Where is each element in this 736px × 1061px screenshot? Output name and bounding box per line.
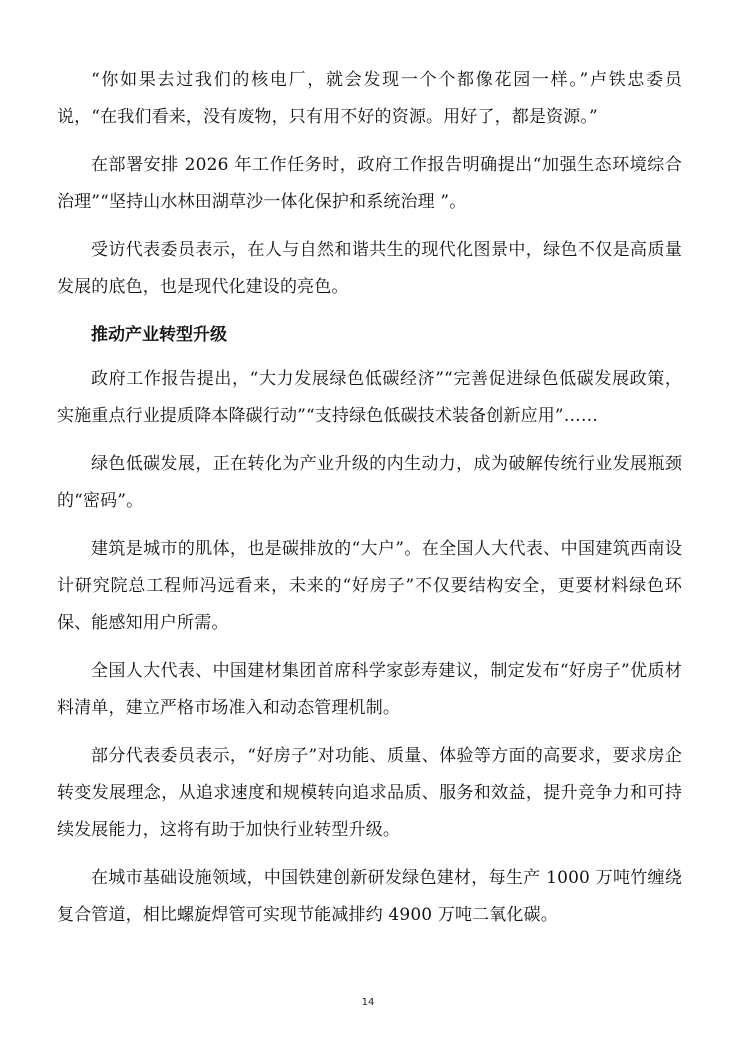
paragraph-infrastructure-materials: 在城市基础设施领域，中国铁建创新研发绿色建材，每生产 1000 万吨竹缠绕复合管道，相比螺旋焊管可实现节能减排约 4900 万吨二氧化碳。 <box>57 868 682 925</box>
paragraph-good-housing: 建筑是城市的肌体，也是碳排放的“大户”。在全国人大代表、中国建筑西南设计研究院总工程师冯远看来，未来的“好房子”不仅要结构安全，更要材料绿色环保、能感知用户所需。 <box>57 539 682 633</box>
paragraph-low-carbon-economy: 政府工作报告提出，“大力发展绿色低碳经济”“完善促进绿色低碳发展政策，实施重点行业提质降本降碳行动”“支持绿色低碳技术装备创新应用”…… <box>57 369 682 426</box>
paragraph-industrial-upgrade: 绿色低碳发展，正在转化为产业升级的内生动力，成为破解传统行业发展瓶颈的“密码”。 <box>57 454 682 511</box>
page-number: 14 <box>361 997 375 1008</box>
paragraph-materials-list: 全国人大代表、中国建材集团首席科学家彭寿建议，制定发布“好房子”优质材料清单，建立严格市场准入和动态管理机制。 <box>57 661 682 718</box>
paragraph-green-development: 受访代表委员表示，在人与自然和谐共生的现代化图景中，绿色不仅是高质量发展的底色，也是现代化建设的亮色。 <box>57 240 682 297</box>
paragraph-real-estate-transformation: 部分代表委员表示，“好房子”对功能、质量、体验等方面的高要求，要求房企转变发展理念，从追求速度和规模转向追求品质、服务和效益，提升竞争力和可持续发展能力，这将有助于加快行业转型升级。 <box>57 746 682 840</box>
paragraph-2026-tasks: 在部署安排 2026 年工作任务时，政府工作报告明确提出“加强生态环境综合治理”“坚持山水林田湖草沙一体化保护和系统治理 ”。 <box>57 155 682 212</box>
document-page <box>57 62 682 945</box>
section-heading: 推动产业转型升级 <box>91 325 227 345</box>
paragraph-nuclear-plant-quote: “你如果去过我们的核电厂，就会发现一个个都像花园一样。”卢铁忠委员说，“在我们看来，没有废物，只有用不好的资源。用好了，都是资源。” <box>57 70 682 127</box>
